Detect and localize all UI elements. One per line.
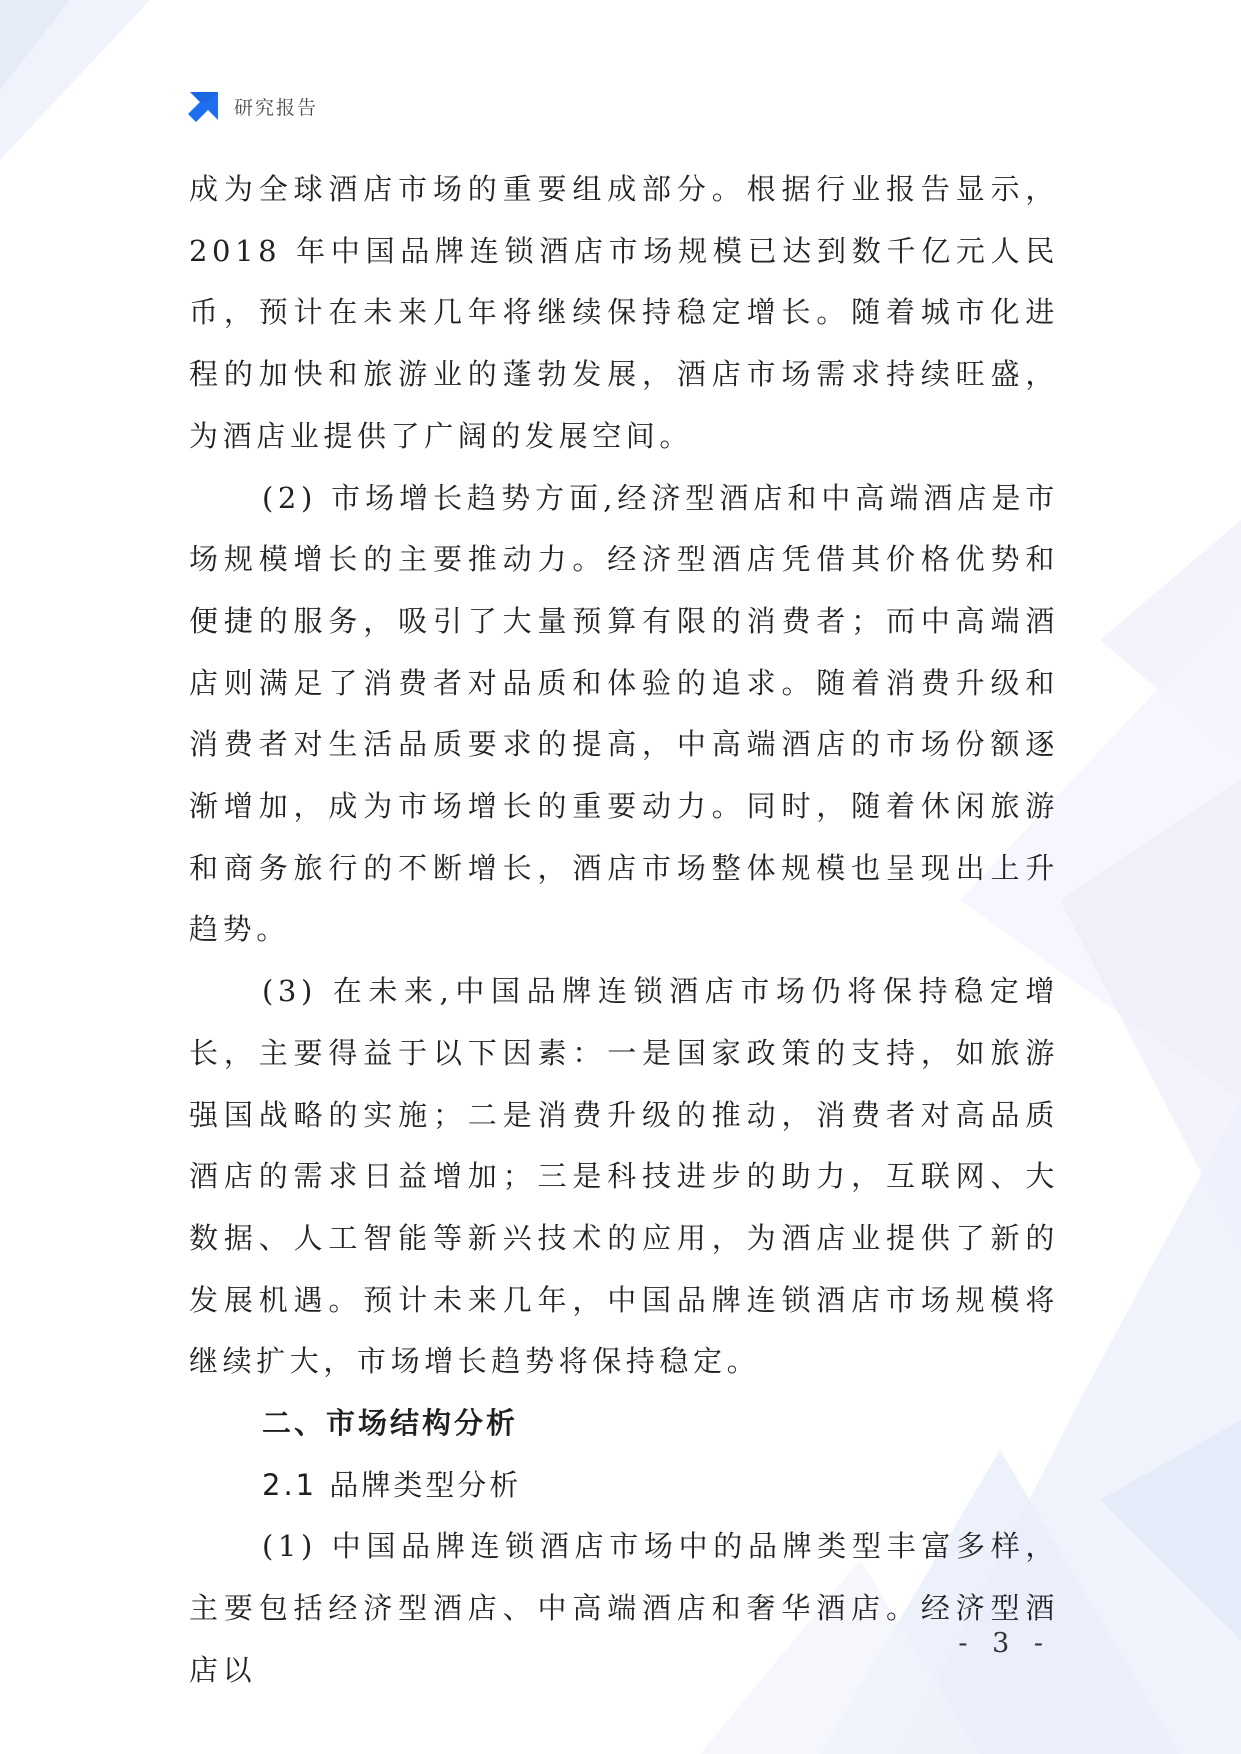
- header-title: 研究报告: [234, 96, 319, 119]
- report-header: [186, 88, 318, 124]
- body-paragraph: 成为全球酒店市场的重要组成部分。根据行业报告显示，2018 年中国品牌连锁酒店市场规模已达到数千亿元人民币，预计在未来几年将继续保持稳定增长。随着城市化进程的加快和旅游业的蓬勃发展，酒店市场需求持续旺盛，为酒店业提供了广阔的发展空间。: [189, 172, 1059, 453]
- page-number: - 3 -: [958, 1628, 1051, 1659]
- body-paragraph: (1) 中国品牌连锁酒店市场中的品牌类型丰富多样，主要包括经济型酒店、中高端酒店和奢华酒店。经济型酒店以: [189, 1529, 1059, 1687]
- body-paragraph: (2) 市场增长趋势方面,经济型酒店和中高端酒店是市场规模增长的主要推动力。经济型酒店凭借其价格优势和便捷的服务，吸引了大量预算有限的消费者；而中高端酒店则满足了消费者对品质和体验的追求。随着消费升级和消费者对生活品质要求的提高，中高端酒店的市场份额逐渐增加，成为市场增长的重要动力。同时，随着休闲旅游和商务旅行的不断增长，酒店市场整体规模也呈现出上升趋势。: [189, 480, 1059, 947]
- arrow-up-right-icon: [186, 88, 222, 124]
- document-body: [189, 159, 1059, 1702]
- body-paragraph: (3) 在未来,中国品牌连锁酒店市场仍将保持稳定增长，主要得益于以下因素：一是国家政策的支持，如旅游强国战略的实施；二是消费升级的推动，消费者对高品质酒店的需求日益增加；三是科技进步的助力，互联网、大数据、人工智能等新兴技术的应用，为酒店业提供了新的发展机遇。预计未来几年，中国品牌连锁酒店市场规模将继续扩大，市场增长趋势将保持稳定。: [189, 974, 1059, 1379]
- section-heading: 二、市场结构分析: [262, 1406, 519, 1441]
- subsection-heading: 2.1 品牌类型分析: [262, 1467, 522, 1502]
